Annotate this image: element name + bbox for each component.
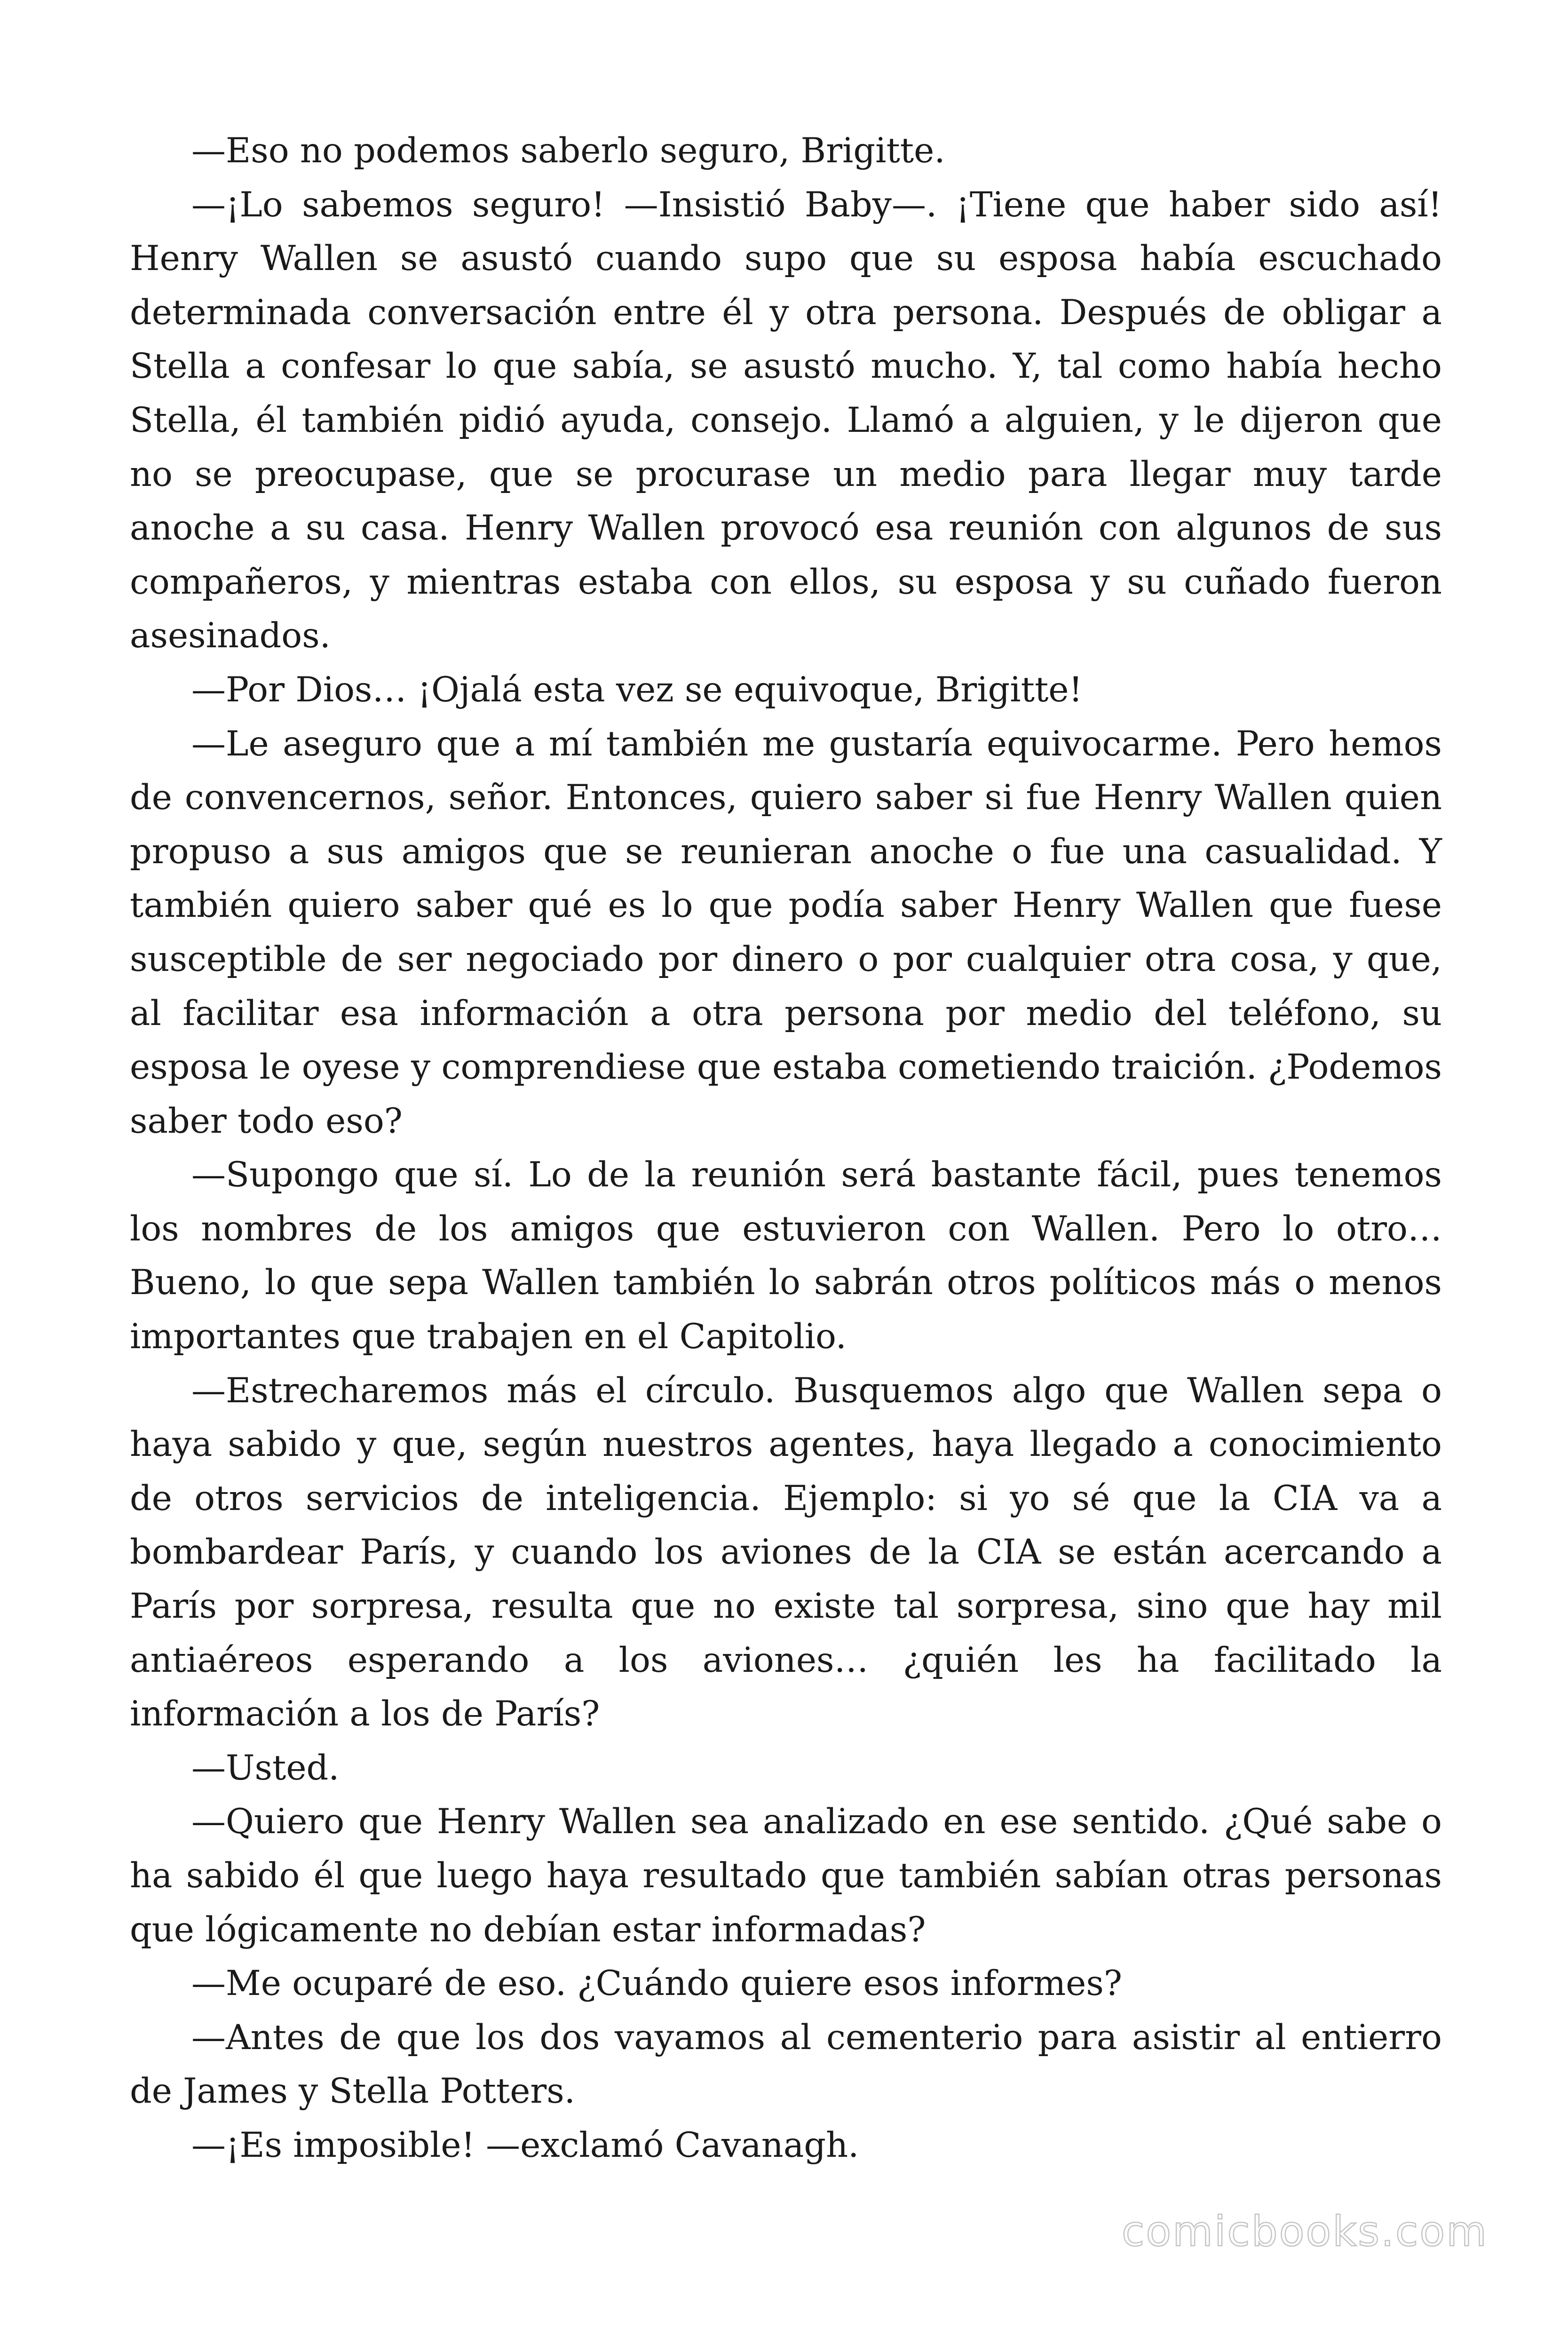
paragraph: —Estrecharemos más el círculo. Busquemos algo que Wallen sepa o haya sabido y que, según nuestros agentes, haya llegado a conocimiento de otros servicios de inteligencia. Ejemplo: si yo sé que la CIA va a bombardear París, y cuando los aviones de la CIA se están acercando a París por sorpresa, resulta que no existe tal sorpresa, sino que hay mil antiaéreos esperando a los aviones… ¿quién les ha facilitado la información a los de París?	[130, 1370, 1442, 1734]
paragraph: —Usted.	[191, 1748, 340, 1788]
paragraph: —¡Lo sabemos seguro! —Insistió Baby—. ¡Tiene que haber sido así! Henry Wallen se asustó cuando supo que su esposa había escuchado determinada conversación entre él y otra persona. Después de obligar a Stella a confesar lo que sabía, se asustó mucho. Y, tal como había hecho Stella, él también pidió ayuda, consejo. Llamó a alguien, y le dijeron que no se preocupase, que se procurase un medio para llegar muy tarde anoche a su casa. Henry Wallen provocó esa reunión con algunos de sus compañeros, y mientras estaba con ellos, su esposa y su cuñado fueron asesinados.	[130, 184, 1442, 656]
paragraph: —Supongo que sí. Lo de la reunión será bastante fácil, pues tenemos los nombres de los amigos que estuvieron con Wallen. Pero lo otro… Bueno, lo que sepa Wallen también lo sabrán otros políticos más o menos importantes que trabajen en el Capitolio.	[130, 1155, 1442, 1357]
body-text	[130, 124, 1442, 2173]
paragraph: —Quiero que Henry Wallen sea analizado en ese sentido. ¿Qué sabe o ha sabido él que luego haya resultado que también sabían otras personas que lógicamente no debían estar informadas?	[130, 1802, 1442, 1950]
paragraph: —Eso no podemos saberlo seguro, Brigitte.	[191, 131, 945, 171]
paragraph: —Por Dios… ¡Ojalá esta vez se equivoque, Brigitte!	[191, 669, 1083, 710]
paragraph: —Me ocuparé de eso. ¿Cuándo quiere esos informes?	[191, 1963, 1122, 2004]
paragraph: —¡Es imposible! —exclamó Cavanagh.	[191, 2125, 859, 2165]
paragraph: —Le aseguro que a mí también me gustaría equivocarme. Pero hemos de convencernos, señor. Entonces, quiero saber si fue Henry Wallen quien propuso a sus amigos que se reunieran anoche o fue una casualidad. Y también quiero saber qué es lo que podía saber Henry Wallen que fuese susceptible de ser negociado por dinero o por cualquier otra cosa, y que, al facilitar esa información a otra persona por medio del teléfono, su esposa le oyese y comprendiese que estaba cometiendo traición. ¿Podemos saber todo eso?	[130, 723, 1442, 1141]
paragraph: —Antes de que los dos vayamos al cementerio para asistir al entierro de James y Stella Potters.	[130, 2017, 1442, 2112]
watermark: comicbooks.com	[1121, 2207, 1488, 2256]
